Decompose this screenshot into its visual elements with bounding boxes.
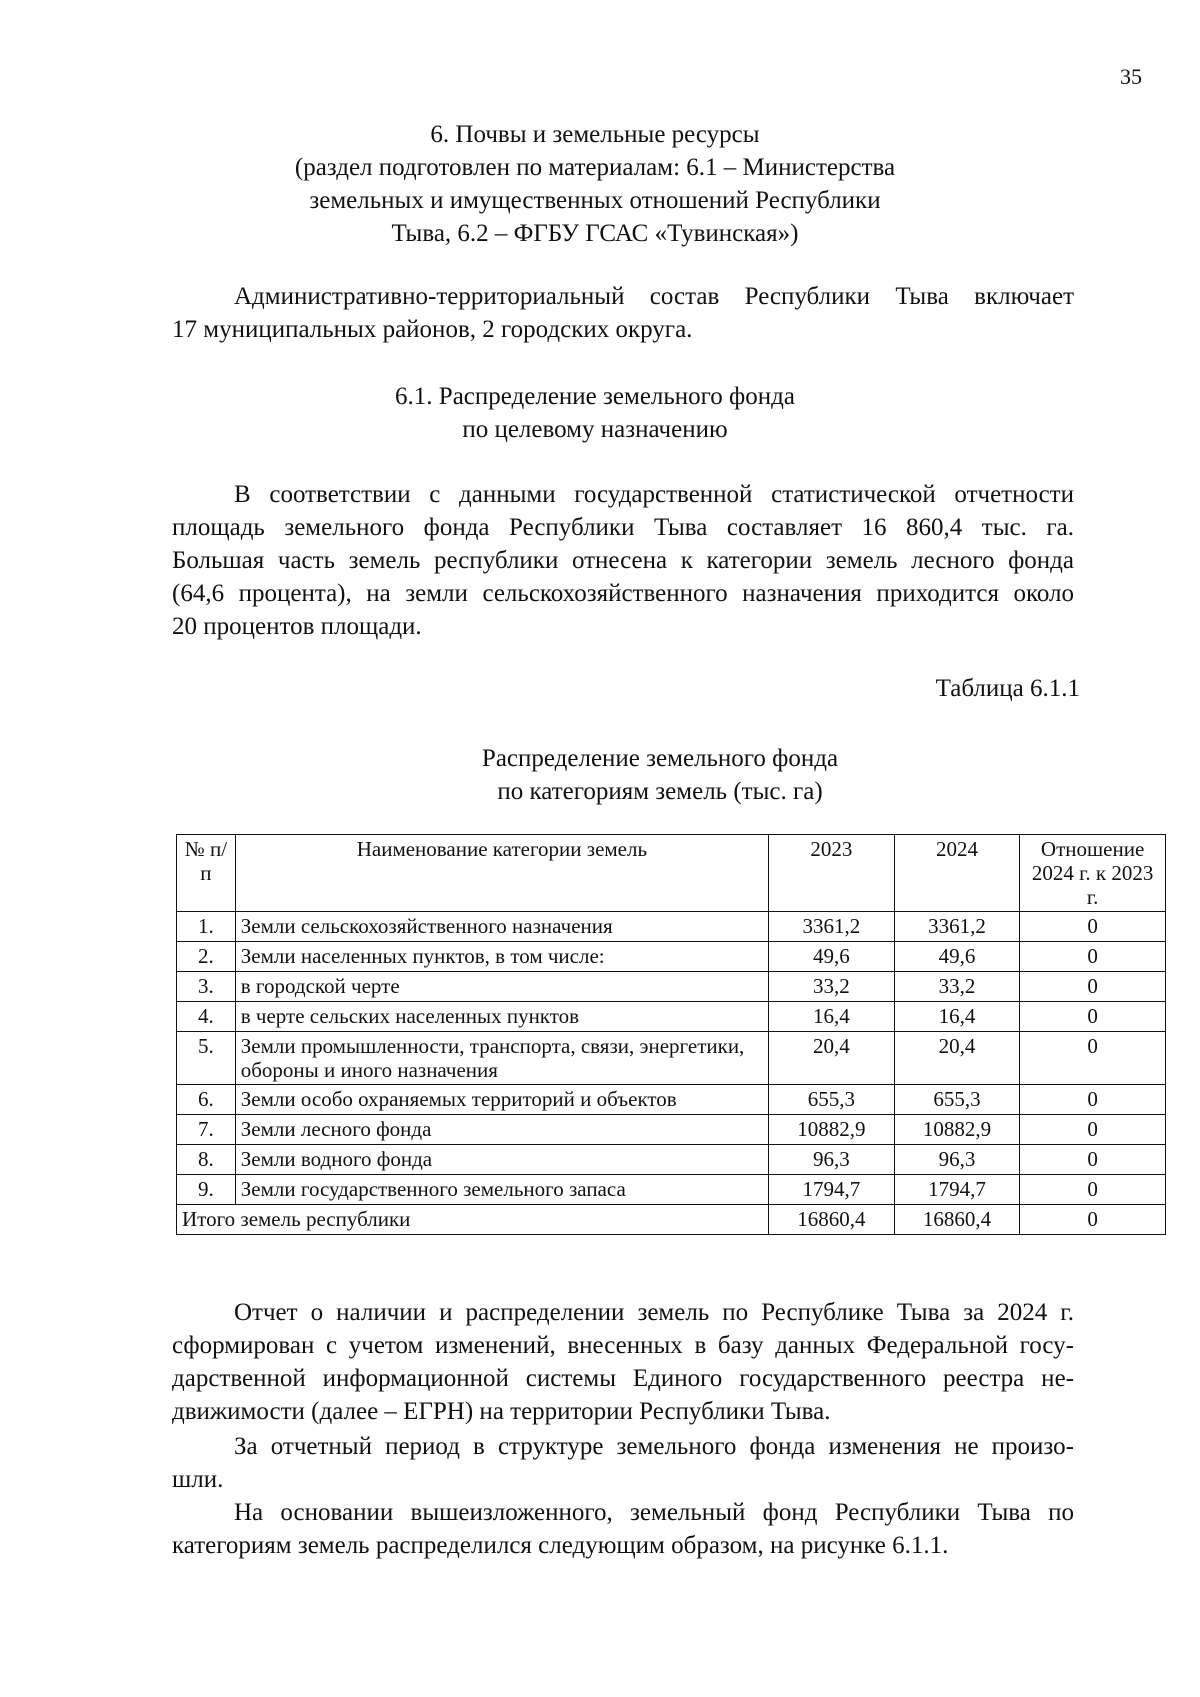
row-2024: 10882,9 [894, 1115, 1020, 1145]
table-row [177, 1002, 1166, 1032]
row-name: Земли лесного фонда [235, 1115, 768, 1145]
table-caption [300, 742, 1020, 808]
row-num: 4. [177, 1002, 236, 1032]
statistics-line: (64,6 процента), на земли сельскохозяйственного назначения приходится около [172, 580, 1074, 607]
row-num: 9. [177, 1175, 236, 1205]
row-ratio: 0 [1020, 1115, 1166, 1145]
statistics-line: В соответствии с данными государственной статистической отчетности [234, 481, 1074, 508]
row-name: Земли населенных пунктов, в том числе: [235, 942, 768, 972]
row-name: Земли водного фонда [235, 1145, 768, 1175]
row-2024: 20,4 [894, 1032, 1020, 1085]
total-2024: 16860,4 [894, 1205, 1020, 1235]
row-2024: 33,2 [894, 972, 1020, 1002]
header-2023: 2023 [769, 835, 895, 912]
report-line: дарственной информационной системы Единого государственного реестра не- [172, 1365, 1074, 1392]
row-num: 3. [177, 972, 236, 1002]
row-ratio: 0 [1020, 1002, 1166, 1032]
row-2024: 49,6 [894, 942, 1020, 972]
row-ratio: 0 [1020, 1032, 1166, 1085]
row-num: 8. [177, 1145, 236, 1175]
row-num: 1. [177, 912, 236, 942]
no-change-paragraph [172, 1430, 1074, 1496]
row-ratio: 0 [1020, 1175, 1166, 1205]
total-2023: 16860,4 [769, 1205, 895, 1235]
table-total-row [177, 1205, 1166, 1235]
table-row [177, 912, 1166, 942]
subsection-heading-line: 6.1. Распределение земельного фонда [395, 383, 795, 410]
section-heading-line: (раздел подготовлен по материалам: 6.1 – Министерства [294, 154, 896, 181]
table-row [177, 1175, 1166, 1205]
intro-paragraph [172, 280, 1074, 346]
row-2023: 49,6 [769, 942, 895, 972]
section-heading-line: земельных и имущественных отношений Республики [309, 187, 881, 214]
report-paragraph [172, 1296, 1074, 1428]
statistics-paragraph [172, 478, 1074, 643]
report-line: Отчет о наличии и распределении земель по Республике Тыва за 2024 г. [234, 1299, 1074, 1326]
statistics-line: Большая часть земель республики отнесена к категории земель лесного фонда [172, 547, 1074, 574]
total-ratio: 0 [1020, 1205, 1166, 1235]
row-2023: 96,3 [769, 1145, 895, 1175]
statistics-line: 20 процентов площади. [172, 613, 422, 640]
row-name: в городской черте [235, 972, 768, 1002]
table-caption-line: по категориям земель (тыс. га) [497, 778, 823, 805]
section-heading-line: Тыва, 6.2 – ФГБУ ГСАС «Тувинская») [391, 220, 799, 247]
intro-line: Административно-территориальный состав Республики Тыва включает [234, 283, 1074, 310]
row-2024: 1794,7 [894, 1175, 1020, 1205]
row-ratio: 0 [1020, 912, 1166, 942]
conclusion-line: категориям земель распределился следующим образом, на рисунке 6.1.1. [172, 1532, 949, 1559]
row-name: Земли промышленности, транспорта, связи, энергетики, обороны и иного назначения [235, 1032, 768, 1085]
no-change-line: За отчетный период в структуре земельного фонда изменения не произо- [234, 1433, 1074, 1460]
section-heading-line: 6. Почвы и земельные ресурсы [430, 121, 760, 148]
row-name: Земли сельскохозяйственного назначения [235, 912, 768, 942]
row-num: 5. [177, 1032, 236, 1085]
row-2024: 16,4 [894, 1002, 1020, 1032]
no-change-line: шли. [172, 1466, 224, 1493]
row-2023: 655,3 [769, 1085, 895, 1115]
row-name: Земли государственного земельного запаса [235, 1175, 768, 1205]
table-row [177, 1115, 1166, 1145]
row-num: 2. [177, 942, 236, 972]
row-ratio: 0 [1020, 942, 1166, 972]
row-num: 6. [177, 1085, 236, 1115]
subsection-heading [160, 380, 1030, 446]
conclusion-line: На основании вышеизложенного, земельный фонд Республики Тыва по [234, 1499, 1074, 1526]
section-heading [160, 118, 1030, 250]
row-2024: 96,3 [894, 1145, 1020, 1175]
row-ratio: 0 [1020, 1085, 1166, 1115]
row-2023: 16,4 [769, 1002, 895, 1032]
table-row [177, 1085, 1166, 1115]
row-2023: 1794,7 [769, 1175, 895, 1205]
table-row [177, 942, 1166, 972]
land-fund-table [176, 834, 1166, 1235]
intro-line: 17 муниципальных районов, 2 городских округа. [172, 316, 693, 343]
page-number: 35 [1120, 64, 1142, 89]
total-name: Итого земель республики [177, 1205, 769, 1235]
header-num: № п/п [177, 835, 236, 912]
row-2023: 3361,2 [769, 912, 895, 942]
row-name: Земли особо охраняемых территорий и объектов [235, 1085, 768, 1115]
table-row [177, 972, 1166, 1002]
table-header-row [177, 835, 1166, 912]
header-2024: 2024 [894, 835, 1020, 912]
table-row [177, 1032, 1166, 1085]
header-name: Наименование категории земель [235, 835, 768, 912]
row-ratio: 0 [1020, 1145, 1166, 1175]
row-2023: 20,4 [769, 1032, 895, 1085]
row-2023: 33,2 [769, 972, 895, 1002]
subsection-heading-line: по целевому назначению [462, 416, 728, 443]
row-2024: 655,3 [894, 1085, 1020, 1115]
header-ratio: Отношение 2024 г. к 2023 г. [1020, 835, 1166, 912]
conclusion-paragraph [172, 1496, 1074, 1562]
row-2023: 10882,9 [769, 1115, 895, 1145]
report-line: сформирован с учетом изменений, внесенных в базу данных Федеральной госу- [172, 1332, 1074, 1359]
row-num: 7. [177, 1115, 236, 1145]
row-ratio: 0 [1020, 972, 1166, 1002]
table-label: Таблица 6.1.1 [935, 675, 1080, 702]
row-2024: 3361,2 [894, 912, 1020, 942]
row-name: в черте сельских населенных пунктов [235, 1002, 768, 1032]
statistics-line: площадь земельного фонда Республики Тыва составляет 16 860,4 тыс. га. [172, 514, 1074, 541]
table-row [177, 1145, 1166, 1175]
report-line: движимости (далее – ЕГРН) на территории Республики Тыва. [172, 1398, 831, 1425]
table-caption-line: Распределение земельного фонда [481, 745, 839, 772]
